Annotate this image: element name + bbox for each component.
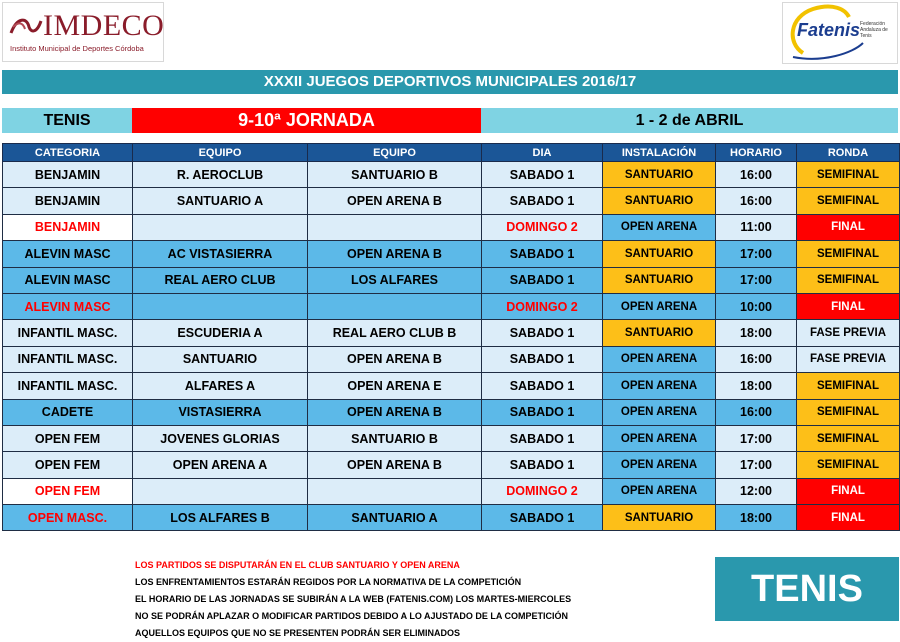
- cell-horario: 16:00: [716, 162, 797, 188]
- cell-dia: SABADO 1: [482, 162, 603, 188]
- cell-categoria: BENJAMIN: [3, 188, 133, 214]
- cell-horario: 16:00: [716, 188, 797, 214]
- cell-equipo-2: [308, 293, 482, 319]
- cell-horario: 10:00: [716, 293, 797, 319]
- fatenis-logo: [782, 2, 898, 64]
- table-row: [3, 241, 900, 267]
- imdeco-logo: [2, 2, 164, 62]
- cell-ronda: SEMIFINAL: [797, 425, 900, 451]
- cell-equipo-1: [133, 478, 308, 504]
- cell-instalacion: SANTUARIO: [603, 267, 716, 293]
- table-row: [3, 293, 900, 319]
- table-row: [3, 214, 900, 240]
- cell-ronda: SEMIFINAL: [797, 241, 900, 267]
- schedule-table: [2, 143, 900, 531]
- imdeco-mark-icon: [9, 13, 43, 39]
- cell-equipo-1: ESCUDERIA A: [133, 320, 308, 346]
- dates-label: 1 - 2 de ABRIL: [481, 108, 898, 133]
- cell-equipo-1: SANTUARIO A: [133, 188, 308, 214]
- cell-ronda: FASE PREVIA: [797, 346, 900, 372]
- cell-equipo-1: [133, 214, 308, 240]
- cell-dia: SABADO 1: [482, 399, 603, 425]
- cell-categoria: BENJAMIN: [3, 214, 133, 240]
- cell-ronda: FINAL: [797, 478, 900, 504]
- cell-categoria: OPEN FEM: [3, 425, 133, 451]
- cell-instalacion: OPEN ARENA: [603, 346, 716, 372]
- table-header-row: [3, 144, 900, 162]
- note-line: LOS PARTIDOS SE DISPUTARÁN EN EL CLUB SANTUARIO Y OPEN ARENA: [135, 560, 460, 570]
- col-header-instalacion: INSTALACIÓN: [603, 144, 716, 162]
- table-row: [3, 346, 900, 372]
- cell-categoria: INFANTIL MASC.: [3, 373, 133, 399]
- cell-ronda: FASE PREVIA: [797, 320, 900, 346]
- cell-categoria: ALEVIN MASC: [3, 241, 133, 267]
- cell-dia: SABADO 1: [482, 267, 603, 293]
- cell-equipo-2: OPEN ARENA B: [308, 399, 482, 425]
- col-header-categoria: CATEGORIA: [3, 144, 133, 162]
- cell-equipo-2: OPEN ARENA B: [308, 346, 482, 372]
- cell-dia: SABADO 1: [482, 188, 603, 214]
- cell-instalacion: SANTUARIO: [603, 505, 716, 531]
- sport-label: TENIS: [2, 108, 132, 133]
- cell-equipo-1: OPEN ARENA A: [133, 452, 308, 478]
- table-row: [3, 320, 900, 346]
- col-header-ronda: RONDA: [797, 144, 900, 162]
- cell-horario: 12:00: [716, 478, 797, 504]
- table-row: [3, 162, 900, 188]
- cell-categoria: CADETE: [3, 399, 133, 425]
- cell-ronda: SEMIFINAL: [797, 188, 900, 214]
- notes-block: [135, 557, 571, 642]
- cell-dia: DOMINGO 2: [482, 478, 603, 504]
- cell-dia: SABADO 1: [482, 425, 603, 451]
- cell-instalacion: SANTUARIO: [603, 188, 716, 214]
- cell-categoria: INFANTIL MASC.: [3, 320, 133, 346]
- cell-dia: SABADO 1: [482, 241, 603, 267]
- cell-instalacion: SANTUARIO: [603, 162, 716, 188]
- note-line: AQUELLOS EQUIPOS QUE NO SE PRESENTEN PODRÁN SER ELIMINADOS: [135, 628, 461, 638]
- cell-dia: SABADO 1: [482, 346, 603, 372]
- cell-categoria: OPEN FEM: [3, 478, 133, 504]
- fatenis-brand: Fatenis: [797, 20, 861, 40]
- cell-equipo-2: OPEN ARENA E: [308, 373, 482, 399]
- cell-ronda: FINAL: [797, 293, 900, 319]
- cell-equipo-2: OPEN ARENA B: [308, 188, 482, 214]
- cell-equipo-2: OPEN ARENA B: [308, 241, 482, 267]
- note-line: EL HORARIO DE LAS JORNADAS SE SUBIRÁN A LA WEB (FATENIS.COM) LOS MARTES-MIERCOLES: [135, 594, 572, 604]
- cell-equipo-2: SANTUARIO A: [308, 505, 482, 531]
- cell-horario: 18:00: [716, 373, 797, 399]
- cell-horario: 16:00: [716, 399, 797, 425]
- col-header-dia: DIA: [482, 144, 603, 162]
- note-line: NO SE PODRÁN APLAZAR O MODIFICAR PARTIDOS DEBIDO A LO AJUSTADO DE LA COMPETICIÓN: [135, 611, 569, 621]
- cell-equipo-1: JOVENES GLORIAS: [133, 425, 308, 451]
- table-row: [3, 452, 900, 478]
- cell-categoria: INFANTIL MASC.: [3, 346, 133, 372]
- cell-ronda: FINAL: [797, 214, 900, 240]
- cell-instalacion: OPEN ARENA: [603, 452, 716, 478]
- event-title: XXXII JUEGOS DEPORTIVOS MUNICIPALES 2016/17: [2, 70, 898, 94]
- cell-instalacion: OPEN ARENA: [603, 399, 716, 425]
- table-row: [3, 505, 900, 531]
- cell-categoria: ALEVIN MASC: [3, 267, 133, 293]
- cell-equipo-1: VISTASIERRA: [133, 399, 308, 425]
- fatenis-federation: Federación Andaluza de Tenis: [860, 21, 888, 39]
- cell-dia: SABADO 1: [482, 373, 603, 399]
- cell-equipo-2: [308, 478, 482, 504]
- cell-equipo-1: ALFARES A: [133, 373, 308, 399]
- cell-equipo-2: SANTUARIO B: [308, 425, 482, 451]
- cell-instalacion: OPEN ARENA: [603, 293, 716, 319]
- cell-horario: 11:00: [716, 214, 797, 240]
- col-header-equipo-2: EQUIPO: [308, 144, 482, 162]
- cell-ronda: SEMIFINAL: [797, 267, 900, 293]
- cell-equipo-2: [308, 214, 482, 240]
- cell-categoria: OPEN FEM: [3, 452, 133, 478]
- table-row: [3, 425, 900, 451]
- table-row: [3, 267, 900, 293]
- cell-equipo-1: REAL AERO CLUB: [133, 267, 308, 293]
- cell-ronda: SEMIFINAL: [797, 162, 900, 188]
- cell-dia: DOMINGO 2: [482, 214, 603, 240]
- cell-horario: 17:00: [716, 425, 797, 451]
- cell-instalacion: SANTUARIO: [603, 320, 716, 346]
- cell-horario: 18:00: [716, 505, 797, 531]
- cell-dia: SABADO 1: [482, 505, 603, 531]
- cell-equipo-2: SANTUARIO B: [308, 162, 482, 188]
- cell-equipo-1: AC VISTASIERRA: [133, 241, 308, 267]
- cell-horario: 16:00: [716, 346, 797, 372]
- cell-equipo-1: [133, 293, 308, 319]
- cell-instalacion: OPEN ARENA: [603, 214, 716, 240]
- cell-equipo-1: SANTUARIO: [133, 346, 308, 372]
- cell-horario: 17:00: [716, 241, 797, 267]
- cell-equipo-2: OPEN ARENA B: [308, 452, 482, 478]
- table-row: [3, 478, 900, 504]
- cell-ronda: SEMIFINAL: [797, 399, 900, 425]
- cell-instalacion: OPEN ARENA: [603, 478, 716, 504]
- cell-ronda: FINAL: [797, 505, 900, 531]
- note-line: LOS ENFRENTAMIENTOS ESTARÁN REGIDOS POR LA NORMATIVA DE LA COMPETICIÓN: [135, 577, 522, 587]
- cell-instalacion: SANTUARIO: [603, 241, 716, 267]
- cell-equipo-2: REAL AERO CLUB B: [308, 320, 482, 346]
- cell-horario: 18:00: [716, 320, 797, 346]
- cell-horario: 17:00: [716, 267, 797, 293]
- cell-categoria: ALEVIN MASC: [3, 293, 133, 319]
- cell-dia: DOMINGO 2: [482, 293, 603, 319]
- imdeco-subtitle: Instituto Municipal de Deportes Córdoba: [10, 44, 144, 53]
- cell-categoria: BENJAMIN: [3, 162, 133, 188]
- cell-horario: 17:00: [716, 452, 797, 478]
- cell-equipo-1: R. AEROCLUB: [133, 162, 308, 188]
- col-header-equipo-1: EQUIPO: [133, 144, 308, 162]
- cell-equipo-1: LOS ALFARES B: [133, 505, 308, 531]
- sport-badge: TENIS: [715, 557, 899, 621]
- table-row: [3, 188, 900, 214]
- jornada-label: 9-10ª JORNADA: [132, 108, 481, 133]
- cell-categoria: OPEN MASC.: [3, 505, 133, 531]
- cell-instalacion: OPEN ARENA: [603, 373, 716, 399]
- cell-equipo-2: LOS ALFARES: [308, 267, 482, 293]
- cell-ronda: SEMIFINAL: [797, 373, 900, 399]
- table-row: [3, 399, 900, 425]
- table-row: [3, 373, 900, 399]
- cell-dia: SABADO 1: [482, 452, 603, 478]
- imdeco-brand: IMDECO: [43, 9, 165, 42]
- col-header-horario: HORARIO: [716, 144, 797, 162]
- cell-ronda: SEMIFINAL: [797, 452, 900, 478]
- cell-dia: SABADO 1: [482, 320, 603, 346]
- cell-instalacion: OPEN ARENA: [603, 425, 716, 451]
